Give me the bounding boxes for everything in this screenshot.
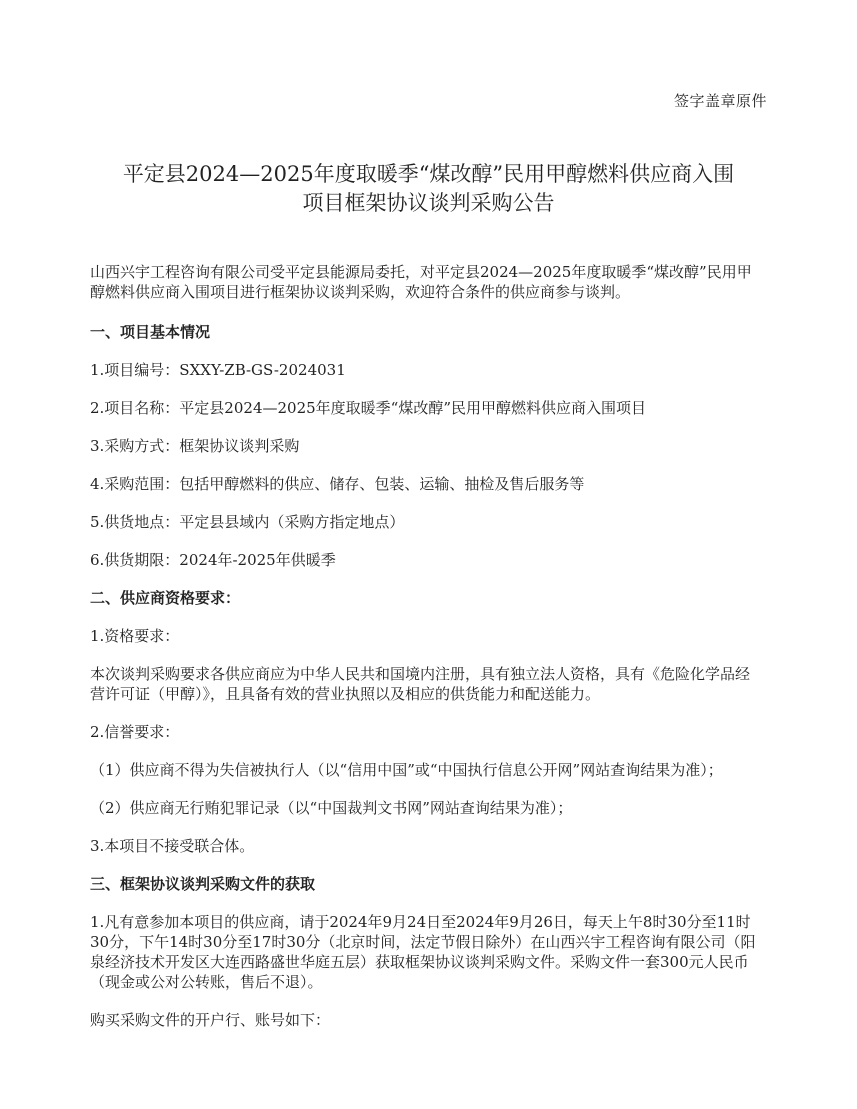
stamp-note: 签字盖章原件 — [673, 92, 767, 110]
title-line-1: 平定县2024—2025年度取暖季“煤改醇”民用甲醇燃料供应商入围 — [122, 162, 735, 186]
credit-label: 2.信誉要求： — [90, 723, 180, 741]
delivery-period: 6.供货期限：2024年-2025年供暖季 — [90, 551, 336, 569]
bank-account-label: 购买采购文件的开户行、账号如下： — [90, 1011, 331, 1029]
procurement-method: 3.采购方式：框架协议谈判采购 — [90, 437, 300, 455]
project-name: 2.项目名称：平定县2024—2025年度取暖季“煤改醇”民用甲醇燃料供应商入围项目 — [90, 399, 646, 417]
document-title — [60, 160, 797, 218]
delivery-location: 5.供货地点：平定县县域内（采购方指定地点） — [90, 513, 405, 531]
project-number: 1.项目编号：SXXY-ZB-GS-2024031 — [90, 361, 346, 379]
title-line-2: 项目框架协议谈判采购公告 — [302, 191, 555, 215]
credit-item-1: （1）供应商不得为失信被执行人（以“信用中国”或“中国执行信息公开网”网站查询结果为准）； — [90, 761, 723, 779]
qualification-text: 本次谈判采购要求各供应商应为中华人民共和国境内注册，具有独立法人资格，具有《危险化学品经营许可证（甲醇）》，且具备有效的营业执照以及相应的供货能力和配送能力。 — [90, 665, 751, 703]
credit-item-2: （2）供应商无行贿犯罪记录（以“中国裁判文书网”网站查询结果为准）； — [90, 799, 573, 817]
consortium-note: 3.本项目不接受联合体。 — [90, 837, 255, 855]
section-heading-basic-info: 一、项目基本情况 — [90, 323, 211, 341]
section-heading-qualifications: 二、供应商资格要求： — [90, 589, 241, 607]
document-body — [90, 262, 760, 1048]
qualification-label: 1.资格要求： — [90, 627, 180, 645]
section-heading-document-acquisition: 三、框架协议谈判采购文件的获取 — [90, 875, 316, 893]
acquisition-text: 1.凡有意参加本项目的供应商，请于2024年9月24日至2024年9月26日，每天上午8时30分至11时30分，下午14时30分至17时30分（北京时间，法定节假日除外）在山西兴宇工程咨询有限公司（阳泉经济技术开发区大连西路盛世华庭五层）获取框架协议谈判采购文件。采购文件一套300元人民币（现金或公对公转账，售后不退）。 — [90, 913, 756, 991]
intro-paragraph: 山西兴宇工程咨询有限公司受平定县能源局委托，对平定县2024—2025年度取暖季“煤改醇”民用甲醇燃料供应商入围项目进行框架协议谈判采购，欢迎符合条件的供应商参与谈判。 — [90, 263, 752, 301]
procurement-scope: 4.采购范围：包括甲醇燃料的供应、储存、包装、运输、抽检及售后服务等 — [90, 475, 585, 493]
